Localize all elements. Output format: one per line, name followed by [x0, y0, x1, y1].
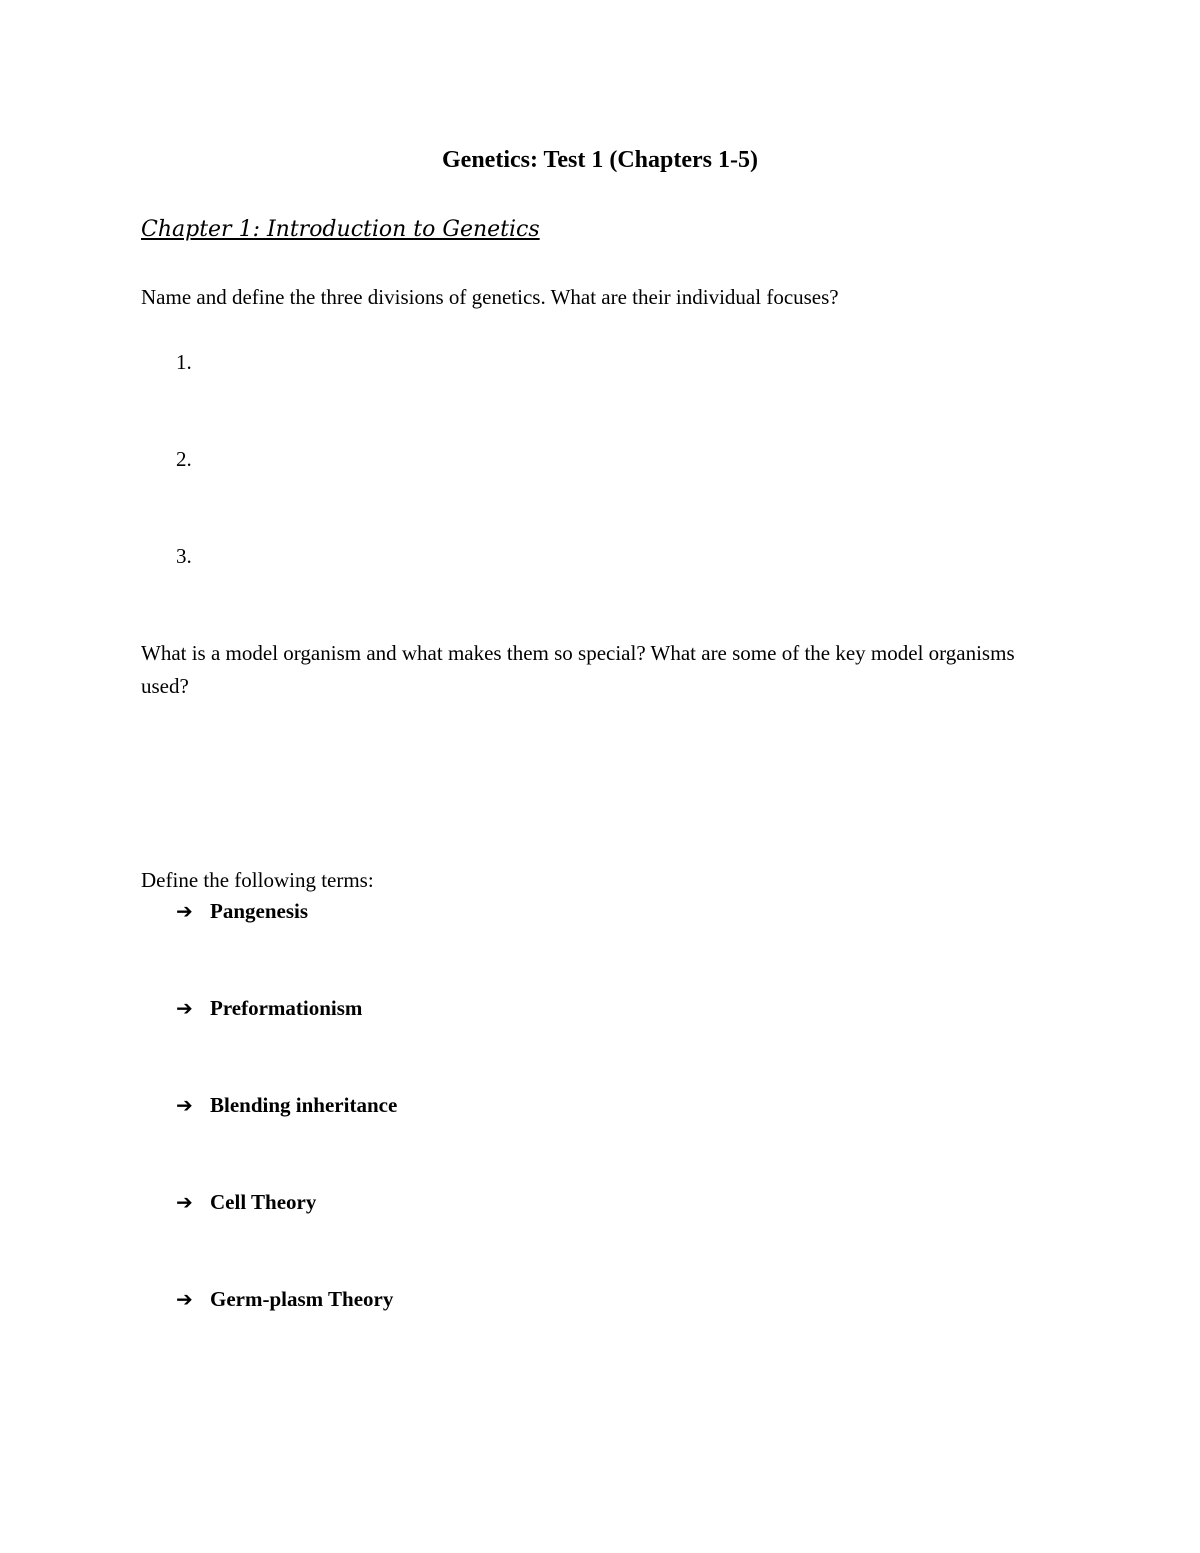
term-item: [176, 1186, 316, 1218]
term-item: [176, 1089, 397, 1121]
term-item: [176, 992, 362, 1024]
term-item: [176, 895, 308, 927]
arrow-right-icon: ➔: [176, 1093, 193, 1117]
question-divisions: Name and define the three divisions of genetics. What are their individual focuses?: [141, 285, 839, 309]
arrow-right-icon: ➔: [176, 899, 193, 923]
term-label: Cell Theory: [210, 1190, 317, 1214]
numbered-item-1: 1.: [176, 350, 192, 374]
arrow-right-icon: ➔: [176, 996, 193, 1020]
arrow-right-icon: ➔: [176, 1287, 193, 1311]
term-label: Germ-plasm Theory: [210, 1287, 394, 1311]
term-label: Blending inheritance: [210, 1093, 398, 1117]
term-item: [176, 1283, 393, 1315]
chapter-heading: Chapter 1: Introduction to Genetics: [141, 217, 540, 242]
define-terms-prompt: Define the following terms:: [141, 868, 374, 892]
term-label: Pangenesis: [210, 899, 309, 923]
question-model-organism: What is a model organism and what makes them so special? What are some of the key model organisms used?: [141, 641, 1015, 698]
numbered-item-3: 3.: [176, 544, 192, 568]
page-title: Genetics: Test 1 (Chapters 1-5): [442, 147, 758, 173]
arrow-right-icon: ➔: [176, 1190, 193, 1214]
numbered-item-2: 2.: [176, 447, 192, 471]
term-label: Preformationism: [210, 996, 363, 1020]
